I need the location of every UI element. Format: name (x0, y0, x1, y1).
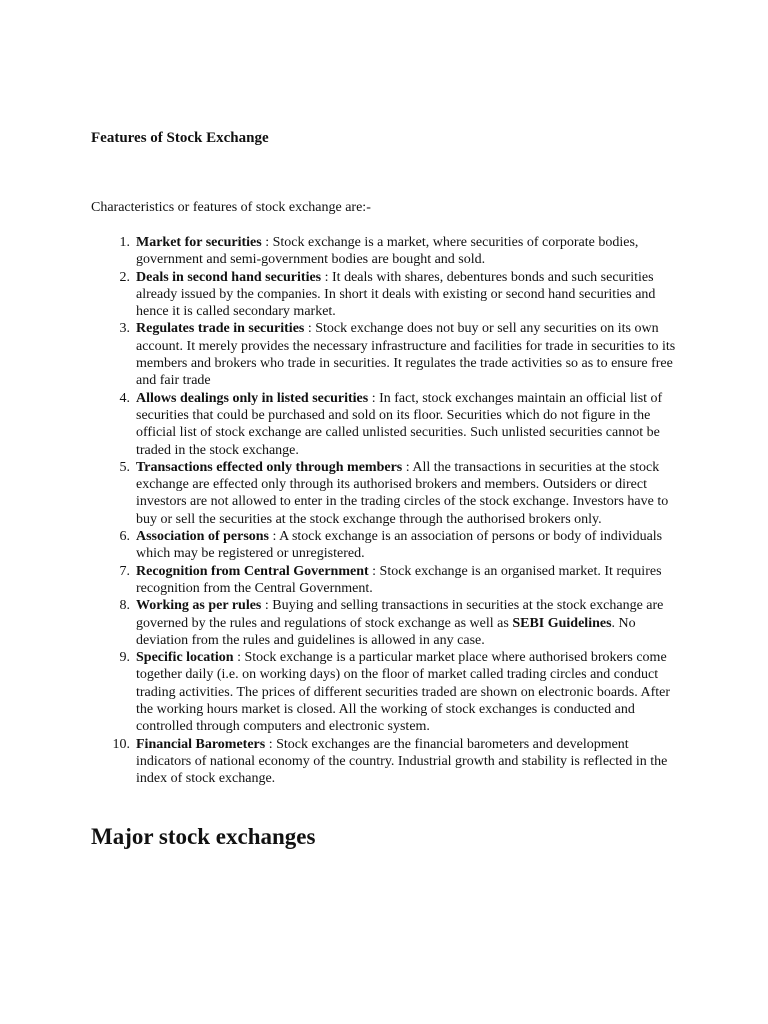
list-number: 7. (119, 563, 130, 579)
list-item (91, 528, 681, 563)
list-number: 9. (119, 650, 130, 666)
features-list (91, 234, 681, 788)
feature-description: : A stock exchange is an association of persons or body of individuals which may be registered or unregistered. (136, 529, 663, 562)
feature-term: Regulates trade in securities (136, 321, 305, 337)
list-item (91, 234, 681, 269)
feature-description-continued: . No deviation from the rules and guidelines is allowed in any case. (136, 615, 636, 648)
list-item (91, 736, 681, 788)
feature-description: : Stock exchange is a market, where securities of corporate bodies, government and semi-government bodies are bought and sold. (136, 235, 639, 268)
feature-description: : Stock exchange does not buy or sell any securities on its own account. It merely provides the necessary infrastructure and facilities for trade in securities to its members and brokers who trade in securities. It regulates the trade activities so as to ensure free and fair trade (136, 321, 676, 389)
page-title: Features of Stock Exchange (91, 130, 269, 146)
feature-term: Deals in second hand securities (136, 269, 322, 285)
list-item (91, 320, 681, 389)
list-number: 10. (112, 736, 130, 752)
list-item (91, 649, 681, 735)
list-number: 6. (119, 529, 130, 545)
list-item (91, 597, 681, 649)
feature-description: : Stock exchange is a particular market place where authorised brokers come together daily (i.e. on working days) on the floor of market called trading circles and conduct trading activities. The prices of different securities traded are shown on electronic boards. After the working hours market is closed. All the working of stock exchanges is conducted and controlled through computers and electronic system. (136, 650, 671, 735)
list-number: 5. (119, 459, 130, 475)
sebi-guidelines-emphasis: SEBI Guidelines (512, 615, 612, 631)
list-number: 4. (119, 390, 130, 406)
feature-description: : Buying and selling transactions in securities at the stock exchange are governed by the rules and regulations of stock exchange as well as (136, 598, 664, 631)
feature-term: Financial Barometers (136, 736, 266, 752)
feature-description: : All the transactions in securities at the stock exchange are effected only through its authorised brokers and members. Outsiders or direct investors are not allowed to enter in the trading circles of the stock exchange. Investors have to buy or sell the securities at the stock exchange through the authorised brokers only. (136, 459, 669, 527)
list-number: 1. (119, 235, 130, 250)
intro-text: Characteristics or features of stock exchange are:- (91, 200, 371, 215)
feature-term: Association of persons (136, 529, 270, 545)
feature-description: : Stock exchange is an organised market. It requires recognition from the Central Government. (136, 563, 662, 596)
list-number: 3. (119, 321, 130, 337)
list-item (91, 390, 681, 459)
feature-term: Allows dealings only in listed securities (136, 390, 369, 406)
feature-description: : It deals with shares, debentures bonds and such securities already issued by the companies. In short it deals with existing or second hand securities and hence it is called secondary market. (136, 269, 656, 320)
list-item (91, 563, 681, 598)
feature-description: : In fact, stock exchanges maintain an official list of securities that could be purchased and sold on its floor. Securities which do not figure in the official list of stock exchange are called unlisted securities. Such unlisted securities cannot be traded in the stock exchange. (136, 390, 663, 458)
list-number: 8. (119, 598, 130, 614)
feature-term: Working as per rules (136, 598, 262, 614)
section-heading: Major stock exchanges (91, 824, 316, 849)
feature-term: Transactions effected only through members (136, 459, 403, 475)
list-number: 2. (119, 269, 130, 285)
list-item (91, 459, 681, 528)
list-item (91, 269, 681, 321)
feature-term: Recognition from Central Government (136, 563, 369, 579)
feature-term: Market for securities (136, 235, 262, 250)
feature-description: : Stock exchanges are the financial barometers and development indicators of national economy of the country. Industrial growth and stability is reflected in the index of stock exchange. (136, 736, 668, 787)
feature-term: Specific location (136, 650, 234, 666)
